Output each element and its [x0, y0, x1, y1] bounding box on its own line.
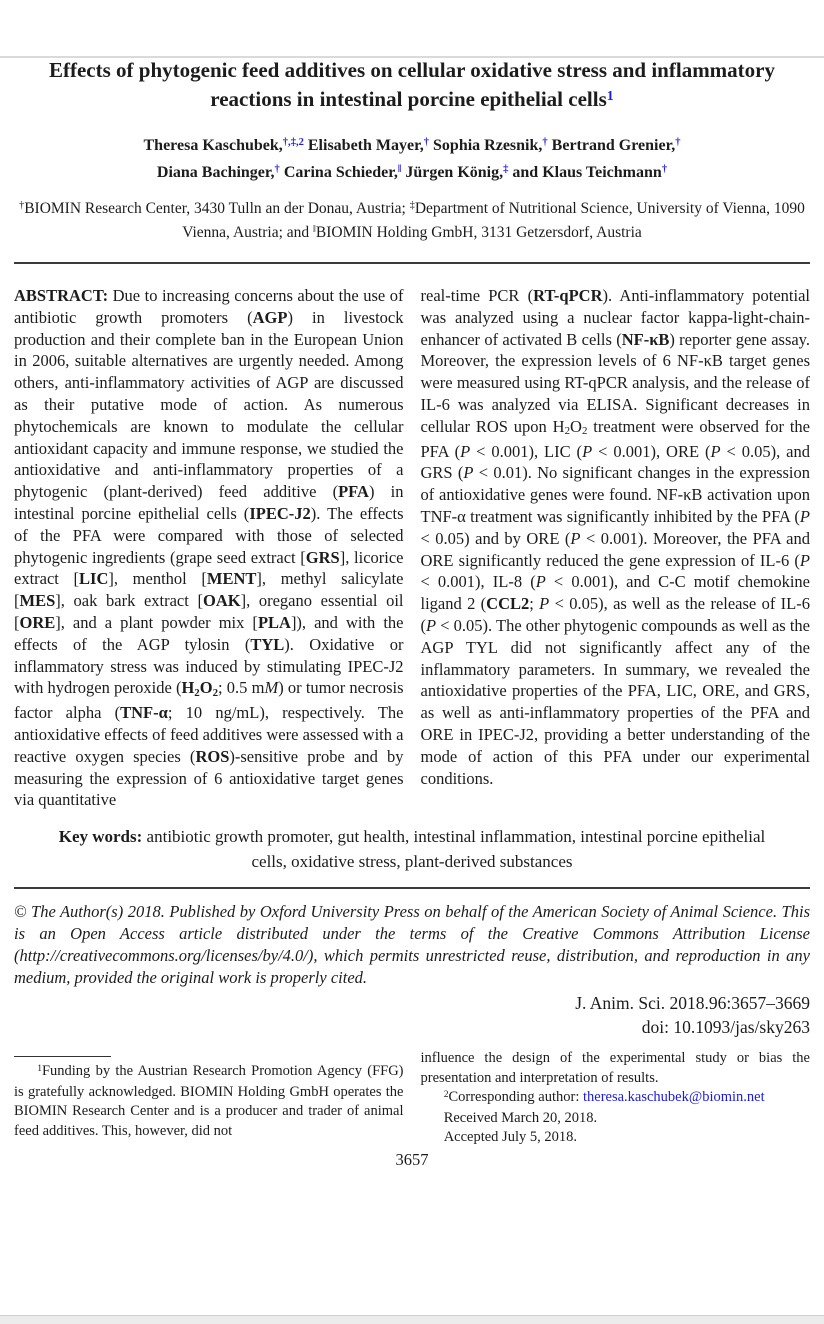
footnotes-section	[14, 1049, 810, 1148]
funding-footnote: $^1$Funding by the Austrian Research Promotion Agency (FFG) is gratefully acknowledged. BIOMIN Holding GmbH operates the BIOMIN Research Center and is a producer and trader of animal feed additives. This, however, did not	[14, 1062, 404, 1139]
abstract-right-column: real-time PCR (RT-qPCR). Anti-inflammatory potential was analyzed using a nuclear factor kappa-light-chain-enhancer of activated B cells (NF-κB) reporter gene assay. Moreover, the expression levels of 6 NF-κB target genes were measured using RT-qPCR analysis, and the release of IL-6 was analyzed via ELISA. Significant decreases in cellular ROS upon H2O2 treatment were observed for the PFA (P < 0.001), LIC (P < 0.001), ORE (P < 0.05), and GRS (P < 0.01). No significant changes in the expression of antioxidative genes were found. NF-κB activation upon TNF-α treatment was significantly inhibited by the PFA (P < 0.05) and by ORE (P < 0.001). Moreover, the PFA and ORE significantly reduced the gene expression of IL-6 (P < 0.001), IL-8 (P < 0.001), and C-C motif chemokine ligand 2 (CCL2; P < 0.05), as well as the release of IL-6 (P < 0.05). The other phytogenic compounds as well as the AGP TYL did not significantly affect any of the inflammatory parameters. In summary, we revealed the antioxidative properties of the PFA, LIC, ORE, and GRS, as well as anti-inflammatory properties of the PFA and ORE in IPEC-J2, providing a better understanding of the mode of action of this PFA under our experimental conditions.	[420, 286, 811, 788]
abstract-section	[14, 285, 810, 811]
corresponding-author-line	[421, 1088, 811, 1109]
corresponding-author-label: $^2$Corresponding author:	[443, 1088, 583, 1106]
accepted-date: Accepted July 5, 2018.	[443, 1129, 577, 1146]
doi: doi: 10.1093/jas/sky263	[641, 1017, 810, 1038]
author-line-1: Theresa Kaschubek,$^{\dagger,\ddagger,2}$ Elisabeth Mayer,† Sophia Rzesnik,† Bertrand Grenier,†	[143, 137, 681, 154]
journal-article-page	[0, 56, 824, 1170]
author-line-2: Diana Bachinger,† Carina Schieder,‖ Jürgen König,‡ and Klaus Teichmann†	[156, 164, 668, 181]
copyright-notice: © The Author(s) 2018. Published by Oxford University Press on behalf of the American Society of Animal Science. This is an Open Access article distributed under the terms of the Creative Commons Attribution License (http://creativecommons.org/licenses/by/4.0/), which permits unrestricted reuse, distribution, and reproduction in any medium, provided the original work is properly cited.	[14, 902, 810, 988]
abstract-left-column: ABSTRACT: Due to increasing concerns about the use of antibiotic growth promoters (AGP) in livestock production and their complete ban in the European Union in 2006, suitable alternatives are urgently needed. Among others, anti-inflammatory activities of AGP are discussed as their putative mode of action. As numerous phytochemicals are known to modulate the cellular antioxidant capacity and immune response, we studied the antioxidative and anti-inflammatory properties of a phytogenic (plant-derived) feed additive (PFA) in intestinal porcine epithelial cells (IPEC-J2). The effects of the PFA were compared with those of selected phytogenic ingredients (grape seed extract [GRS], licorice extract [LIC], menthol [MENT], methyl salicylate [MES], oak bark extract [OAK], oregano essential oil [ORE], and a plant powder mix [PLA]), and with the effects of the AGP tylosin (TYL). Oxidative or inflammatory stress was induced by stimulating IPEC-J2 with hydrogen peroxide (H2O2; 0.5 mM) or tumor necrosis factor alpha (TNF-α; 10 ng/mL), respectively. The antioxidative effects of feed additives were assessed with a reactive oxygen species (ROS)-sensitive probe and by measuring the expression of 6 antioxidative target genes via quantitative	[14, 286, 404, 810]
footnote-divider	[14, 1056, 111, 1057]
keywords: Key words: antibiotic growth promoter, gut health, intestinal inflammation, intestinal porcine epithelial cells, oxidative stress, plant-derived substances	[58, 827, 766, 872]
page-number: 3657	[395, 1149, 429, 1169]
received-date: Received March 20, 2018.	[443, 1109, 598, 1126]
keywords-divider	[14, 887, 810, 889]
footnote-right-column	[421, 1049, 811, 1148]
article-title: Effects of phytogenic feed additives on cellular oxidative stress and inflammatory reactions in intestinal porcine epithelial cells$^1$	[48, 58, 775, 111]
journal-citation: J. Anim. Sci. 2018.96:3657–3669	[575, 993, 810, 1014]
funding-footnote-continued: influence the design of the experimental study or bias the presentation and interpretation of results.	[420, 1050, 810, 1086]
header-divider	[14, 262, 810, 264]
viewer-bottom-bar	[0, 1315, 824, 1324]
author-list	[14, 133, 810, 187]
viewer-top-edge	[0, 56, 824, 58]
corresponding-author-email-link[interactable]: theresa.kaschubek@biomin.net	[582, 1089, 765, 1106]
affiliations: †BIOMIN Research Center, 3430 Tulln an der Donau, Austria; ‡Department of Nutritional Science, University of Vienna, 1090 Vienna, Austria; and ‖BIOMIN Holding GmbH, 3131 Getzersdorf, Austria	[19, 200, 805, 241]
citation-block	[14, 991, 810, 1039]
footnote-left-column	[14, 1049, 404, 1148]
